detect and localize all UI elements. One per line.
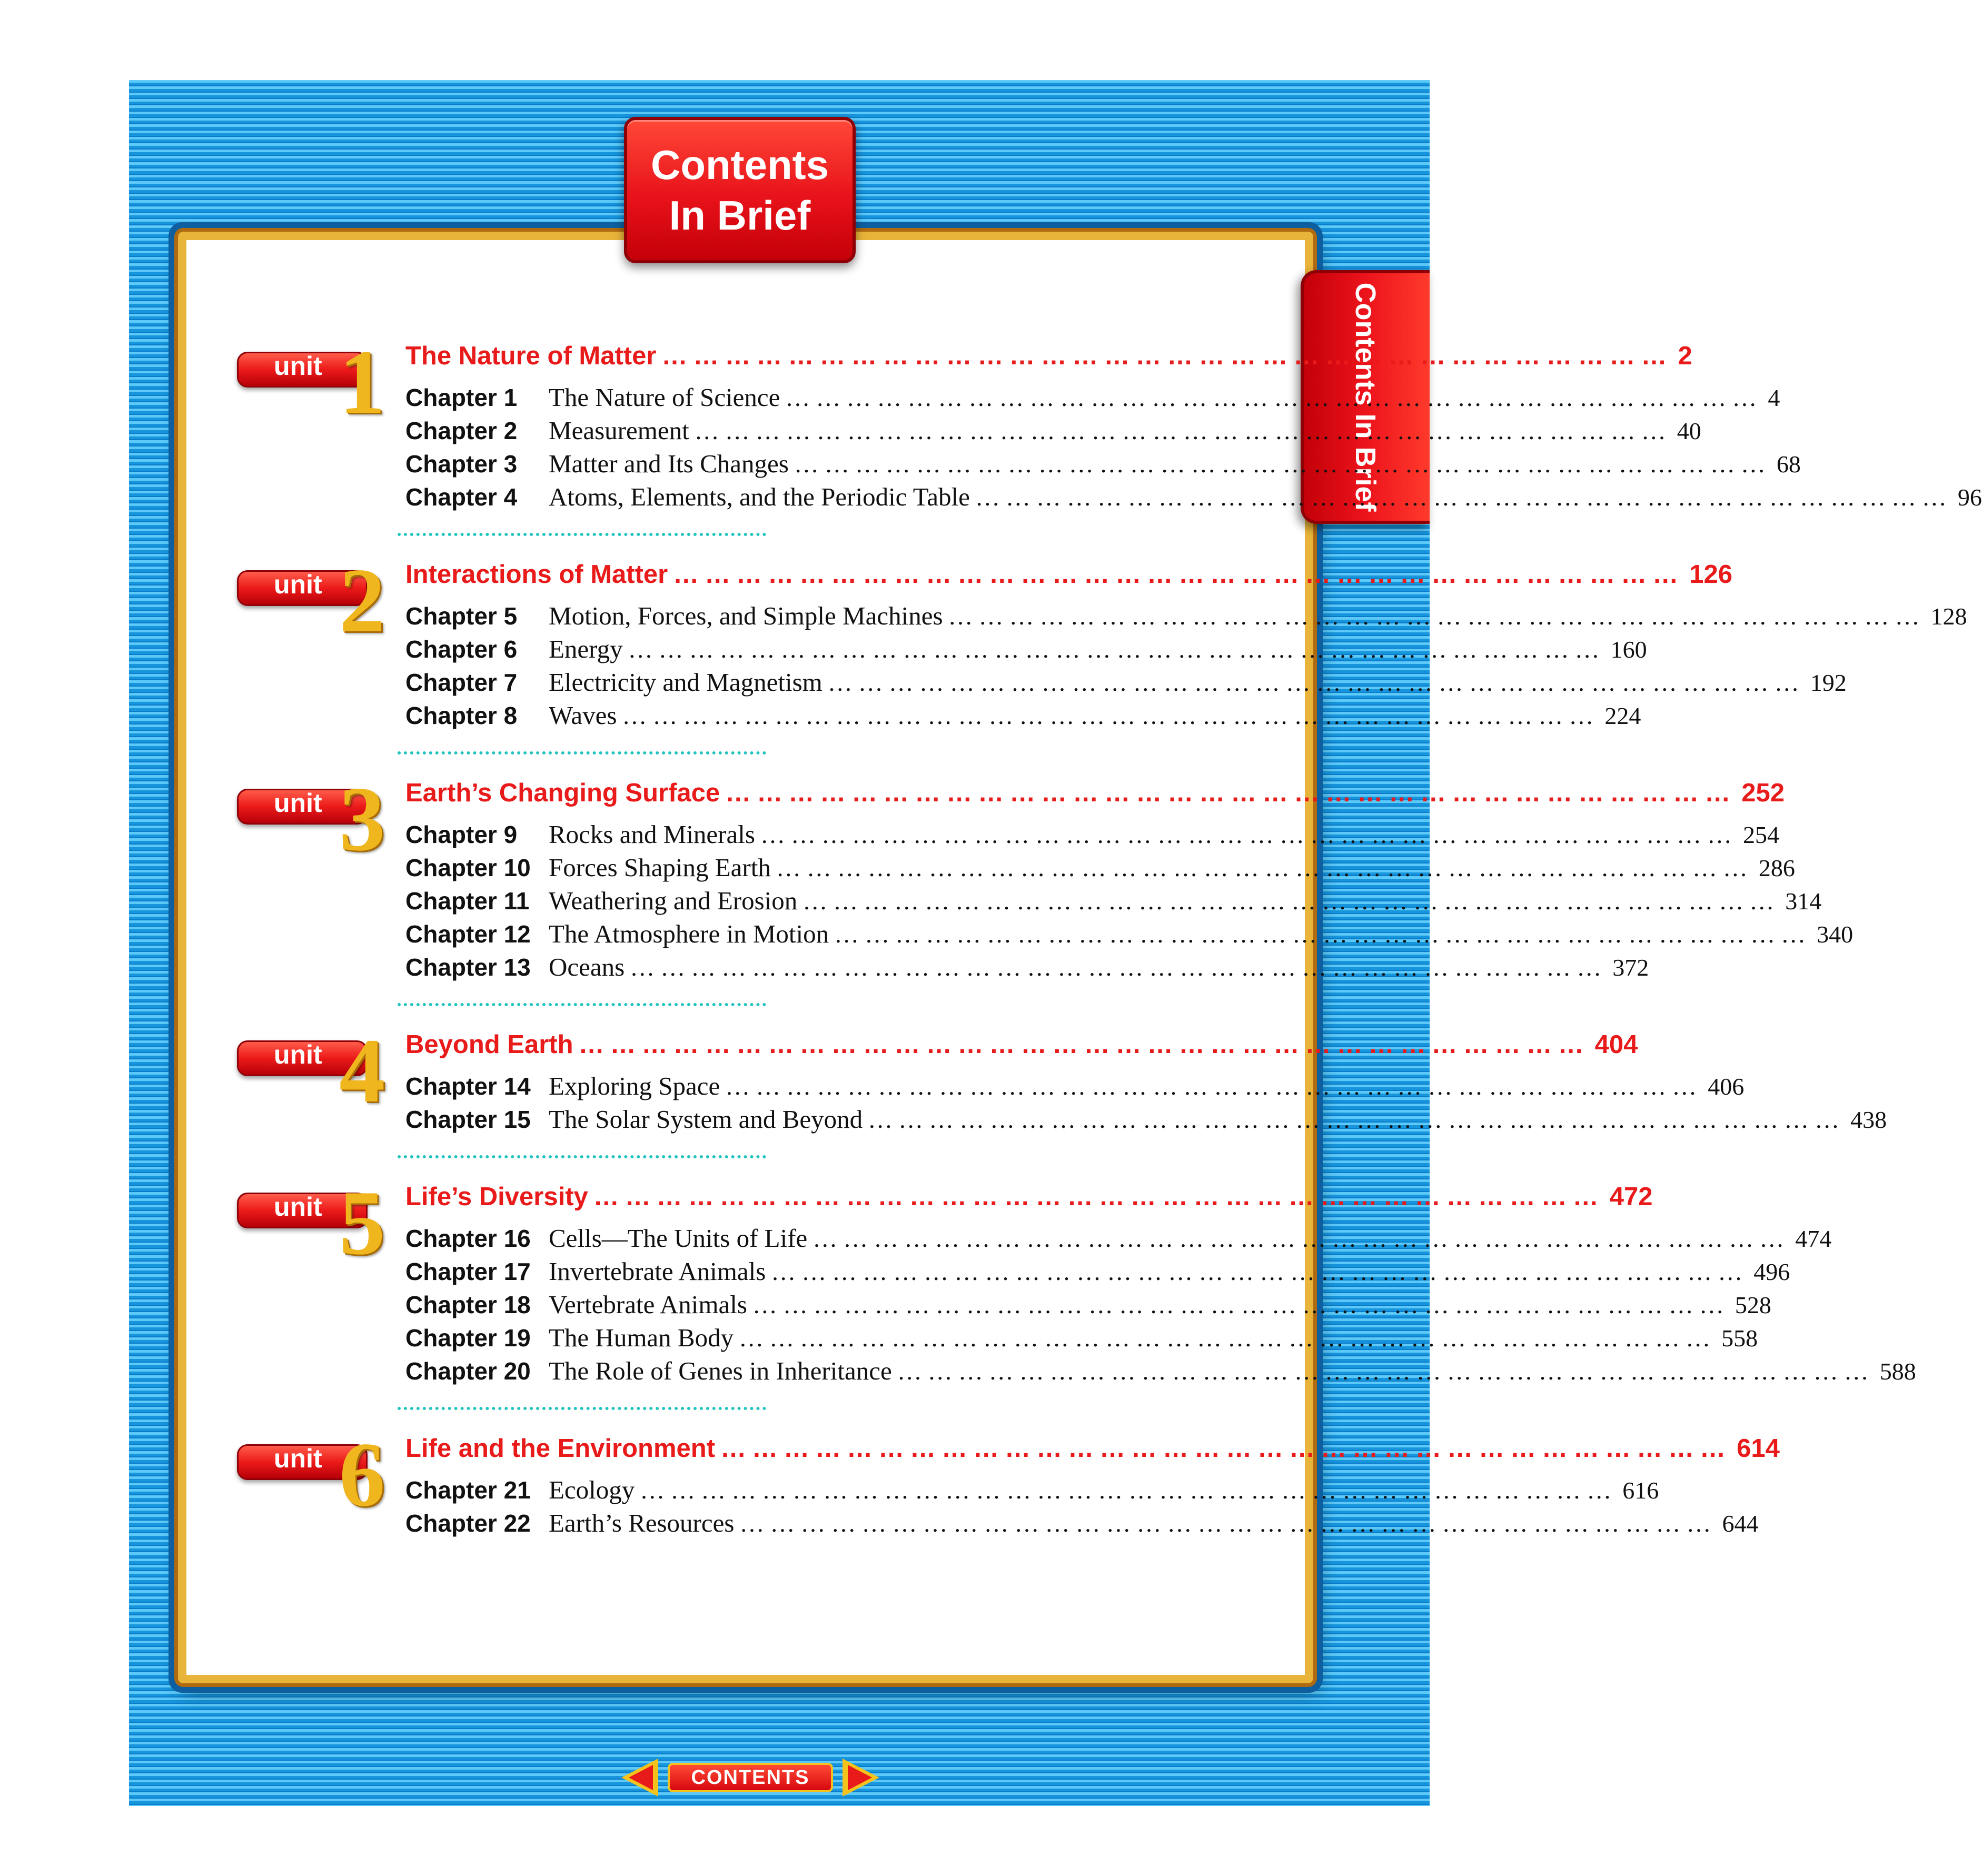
unit-number: 2 [339, 549, 385, 651]
dot-leader: …………………………………………………………………………………… [827, 669, 1805, 697]
unit-title-row[interactable] [405, 778, 1785, 813]
unit-word: unit [274, 1192, 322, 1222]
contents-navigation [621, 1756, 879, 1799]
chapter-title: Invertebrate Animals [549, 1257, 766, 1286]
dot-leader: …………………………………………………………………………………… [630, 954, 1608, 981]
chapter-title: The Role of Genes in Inheritance [549, 1356, 892, 1385]
chapter-page-number: 496 [1753, 1258, 1790, 1285]
chapter-title: Measurement [549, 416, 689, 445]
unit-page-number: 2 [1678, 342, 1692, 370]
chapter-label: Chapter 4 [405, 483, 518, 511]
dot-leader: …………………………………………………………………………………… [771, 1258, 1749, 1286]
chapter-title: Exploring Space [549, 1071, 720, 1100]
chapter-label: Chapter 2 [405, 417, 518, 444]
chapter-label: Chapter 15 [405, 1106, 531, 1133]
chapter-page-number: 558 [1721, 1325, 1758, 1352]
chapter-label: Chapter 7 [405, 669, 518, 696]
chapter-page-number: 160 [1610, 636, 1647, 663]
chapter-label: Chapter 8 [405, 702, 518, 729]
chapter-page-number: 224 [1604, 702, 1641, 729]
dot-leader: …………………………………………………………………………………… [725, 779, 1737, 807]
chapter-row[interactable] [405, 415, 1701, 449]
dot-leader: …………………………………………………………………………………… [739, 1325, 1717, 1352]
dot-leader: …………………………………………………………………………………… [720, 1434, 1732, 1463]
chapter-label: Chapter 14 [405, 1073, 531, 1100]
unit-title-row[interactable] [405, 1182, 1653, 1217]
unit-badge [237, 1172, 390, 1274]
chapter-page-number: 406 [1708, 1073, 1745, 1100]
section-divider [398, 1407, 766, 1410]
unit-title: The Nature of Matter [405, 342, 657, 370]
chapter-label: Chapter 19 [405, 1324, 531, 1352]
chapter-label: Chapter 13 [405, 954, 531, 981]
chapter-row[interactable] [405, 634, 1647, 667]
chapter-title: Forces Shaping Earth [549, 853, 771, 882]
section-divider [398, 751, 766, 755]
chapter-label: Chapter 22 [405, 1510, 531, 1537]
chapter-label: Chapter 1 [405, 384, 518, 411]
unit-page-number: 252 [1741, 779, 1785, 807]
chapter-label: Chapter 12 [405, 920, 531, 948]
dot-leader: …………………………………………………………………………………… [760, 821, 1738, 849]
unit-page-number: 614 [1737, 1434, 1780, 1463]
dot-leader: …………………………………………………………………………………… [661, 342, 1673, 370]
dot-leader: …………………………………………………………………………………… [578, 1030, 1590, 1059]
chapter-title: Earth’s Resources [549, 1508, 735, 1537]
dot-leader: …………………………………………………………………………………… [975, 484, 1953, 511]
title-line-1: Contents [651, 142, 829, 188]
chapter-page-number: 286 [1758, 855, 1795, 881]
chapter-row[interactable] [405, 449, 1801, 482]
dot-leader: …………………………………………………………………………………… [725, 1073, 1703, 1100]
chapter-row[interactable] [405, 886, 1822, 919]
chapter-title: Weathering and Erosion [549, 886, 798, 915]
unit-word: unit [274, 570, 322, 599]
dot-leader: …………………………………………………………………………………… [897, 1358, 1875, 1385]
chapter-row[interactable] [405, 700, 1641, 733]
previous-page-arrow-icon[interactable] [621, 1759, 658, 1796]
unit-badge [237, 768, 390, 870]
chapter-title: Energy [549, 634, 623, 663]
chapter-row[interactable] [405, 1104, 1887, 1137]
chapter-page-number: 192 [1810, 669, 1847, 696]
unit-title: Interactions of Matter [405, 560, 668, 589]
section-divider [398, 1155, 766, 1158]
chapter-row[interactable] [405, 482, 1982, 515]
dot-leader: …………………………………………………………………………………… [776, 855, 1753, 882]
dot-leader: …………………………………………………………………………………… [593, 1183, 1604, 1211]
unit-title: Life’s Diversity [405, 1183, 588, 1211]
dot-leader: …………………………………………………………………………………… [640, 1477, 1618, 1504]
chapter-page-number: 4 [1768, 384, 1780, 411]
chapter-page-number: 254 [1742, 821, 1779, 848]
unit-word: unit [274, 351, 322, 381]
chapter-title: Electricity and Magnetism [549, 668, 822, 697]
chapter-title: Waves [549, 701, 617, 730]
chapter-page-number: 68 [1776, 451, 1801, 478]
chapter-label: Chapter 3 [405, 450, 518, 478]
unit-badge [237, 1019, 390, 1121]
section-divider [398, 533, 766, 536]
dot-leader: …………………………………………………………………………………… [868, 1106, 1846, 1134]
chapter-label: Chapter 9 [405, 821, 518, 848]
chapter-page-number: 96 [1957, 484, 1982, 511]
unit-title-row[interactable] [405, 341, 1692, 376]
chapter-title: The Nature of Science [549, 383, 780, 412]
chapter-page-number: 128 [1930, 603, 1967, 630]
unit-page-number: 472 [1609, 1183, 1653, 1211]
chapter-row[interactable] [405, 667, 1847, 700]
chapter-row[interactable] [405, 1071, 1745, 1104]
chapter-page-number: 528 [1735, 1292, 1771, 1318]
unit-word: unit [274, 1444, 322, 1473]
unit-number: 4 [339, 1019, 385, 1121]
chapter-row[interactable] [405, 1475, 1659, 1508]
chapter-row[interactable] [405, 382, 1780, 415]
chapter-title: Motion, Forces, and Simple Machines [549, 601, 943, 630]
dot-leader: …………………………………………………………………………………… [628, 636, 1606, 663]
chapter-row[interactable] [405, 952, 1649, 985]
dot-leader: …………………………………………………………………………………… [812, 1225, 1790, 1253]
chapter-label: Chapter 10 [405, 854, 531, 881]
dot-leader: …………………………………………………………………………………… [752, 1292, 1730, 1319]
chapter-title: Cells—The Units of Life [549, 1224, 808, 1253]
chapter-label: Chapter 6 [405, 636, 518, 663]
chapter-row[interactable] [405, 919, 1854, 952]
chapter-row[interactable] [405, 1323, 1758, 1356]
chapter-page-number: 438 [1850, 1106, 1887, 1133]
chapter-page-number: 588 [1879, 1358, 1916, 1385]
chapter-page-number: 644 [1722, 1510, 1759, 1537]
unit-title: Beyond Earth [405, 1030, 573, 1059]
chapter-row[interactable] [405, 1508, 1759, 1541]
dot-leader: …………………………………………………………………………………… [802, 888, 1780, 915]
dot-leader: …………………………………………………………………………………… [834, 921, 1812, 948]
unit-title: Earth’s Changing Surface [405, 779, 720, 807]
unit-title-row[interactable] [405, 1030, 1638, 1065]
chapter-title: Atoms, Elements, and the Periodic Table [549, 482, 970, 511]
chapter-row[interactable] [405, 819, 1779, 852]
chapter-label: Chapter 17 [405, 1258, 531, 1285]
chapter-label: Chapter 16 [405, 1225, 531, 1252]
chapter-row[interactable] [405, 601, 1967, 634]
title-line-2: In Brief [669, 192, 811, 239]
unit-badge [237, 331, 390, 433]
chapter-label: Chapter 5 [405, 602, 518, 630]
chapter-row[interactable] [405, 1256, 1790, 1289]
title-tab [624, 117, 856, 263]
dot-leader: …………………………………………………………………………………… [794, 451, 1771, 478]
chapter-row[interactable] [405, 1356, 1916, 1389]
side-tab-label: Contents In Brief [1350, 282, 1381, 512]
chapter-row[interactable] [405, 1289, 1771, 1323]
unit-number: 1 [339, 331, 385, 433]
dot-leader: …………………………………………………………………………………… [694, 418, 1672, 445]
chapter-title: The Atmosphere in Motion [549, 919, 829, 948]
chapter-label: Chapter 18 [405, 1291, 531, 1318]
unit-word: unit [274, 788, 322, 818]
chapter-page-number: 314 [1785, 888, 1822, 915]
chapter-title: Ecology [549, 1475, 635, 1504]
unit-title-row[interactable] [405, 1434, 1780, 1468]
dot-leader: …………………………………………………………………………………… [739, 1510, 1717, 1537]
unit-page-number: 126 [1689, 560, 1732, 589]
contents-button[interactable]: CONTENTS [668, 1763, 833, 1792]
unit-number: 6 [339, 1423, 385, 1525]
next-page-arrow-icon[interactable] [843, 1759, 879, 1796]
chapter-row[interactable] [405, 852, 1795, 886]
chapter-label: Chapter 20 [405, 1357, 531, 1385]
chapter-title: Oceans [549, 952, 625, 981]
chapter-page-number: 340 [1817, 921, 1854, 948]
chapter-label: Chapter 11 [405, 887, 530, 915]
unit-badge [237, 549, 390, 651]
chapter-page-number: 372 [1612, 954, 1649, 981]
dot-leader: …………………………………………………………………………………… [622, 702, 1600, 730]
chapter-page-number: 616 [1622, 1477, 1659, 1504]
chapter-title: The Human Body [549, 1323, 734, 1352]
unit-word: unit [274, 1040, 322, 1069]
dot-leader: …………………………………………………………………………………… [948, 603, 1926, 630]
chapter-row[interactable] [405, 1223, 1832, 1256]
unit-badge [237, 1423, 390, 1525]
chapter-title: Rocks and Minerals [549, 820, 755, 849]
unit-page-number: 404 [1594, 1030, 1638, 1059]
unit-number: 5 [339, 1172, 385, 1274]
unit-title-row[interactable] [405, 560, 1732, 594]
section-divider [398, 1003, 766, 1006]
chapter-title: Matter and Its Changes [549, 449, 789, 478]
chapter-page-number: 474 [1795, 1225, 1832, 1252]
chapter-page-number: 40 [1677, 418, 1701, 444]
dot-leader: …………………………………………………………………………………… [673, 560, 1684, 589]
unit-number: 3 [339, 768, 385, 870]
chapter-label: Chapter 21 [405, 1476, 531, 1504]
unit-title: Life and the Environment [405, 1434, 716, 1463]
dot-leader: …………………………………………………………………………………… [785, 384, 1763, 412]
chapter-title: Vertebrate Animals [549, 1290, 747, 1319]
chapter-title: The Solar System and Beyond [549, 1105, 863, 1134]
